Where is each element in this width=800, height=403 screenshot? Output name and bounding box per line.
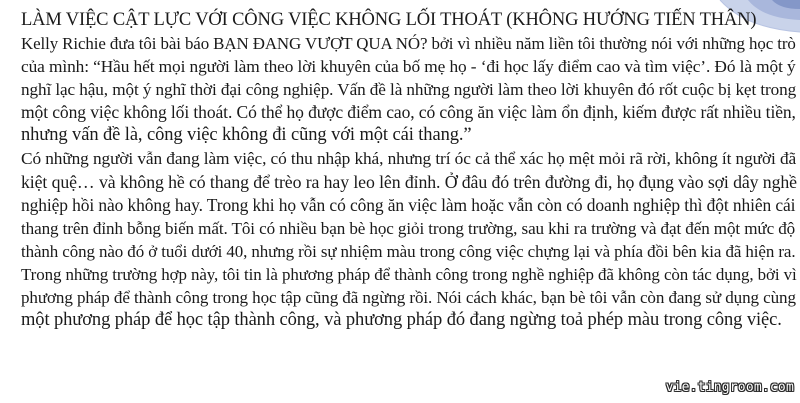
document-heading: LÀM VIỆC CẬT LỰC VỚI CÔNG VIỆC KHÔNG LỐI THOÁT (KHÔNG HƯỚNG TIẾN THÂN) (21, 10, 757, 30)
text-line: một công việc không lối thoát. Có thể họ được điểm cao, có công ăn việc làm ổn định, kiếm được rất nhiều tiền, (21, 102, 796, 123)
text-line: thang trên đỉnh bỗng biến mất. Tôi có nhiều bạn bè học giỏi trong trường, sau khi ra trường và đạt đến một mức độ (21, 218, 796, 238)
text-line: một phương pháp để học tập thành công, và phương pháp đó đang ngừng toả phép màu trong công việc. (21, 310, 782, 331)
text-line: nhưng vấn đề là, công việc không đi cũng với một cái thang.” (21, 125, 472, 146)
text-line: Kelly Richie đưa tôi bài báo BẠN ĐANG VƯỢT QUA NÓ? bởi vì nhiều năm liền tôi thường nói với những học trò (21, 34, 796, 53)
text-line: phương pháp để thành công trong học tập cũng đã ngừng rồi. Nói cách khác, bạn bè tôi vẫn còn đang sử dụng cùng (21, 288, 796, 308)
text-line: của mình: “Hầu hết mọi người làm theo lời khuyên của bố mẹ họ - ‘đi học lấy điểm cao và tìm việc’. Đó là một ý (21, 57, 796, 77)
watermark: vie.tingroom.com (665, 380, 794, 395)
text-line: kiệt quệ… và không hề có thang để trèo ra hay leo lên đỉnh. Ở đâu đó trên đường đi, họ đụng vào sợi dây nghề (21, 171, 797, 192)
text-line: nghĩ lạc hậu, một ý nghĩ thời đại công nghiệp. Vấn đề là những người làm theo lời khuyên đó rốt cuộc bị kẹt trong (21, 80, 797, 100)
text-line: thành công nào đó ở tuổi dưới 40, nhưng rồi sự nhiệm màu trong công việc chựng lại và phía đồi bên kia đã hiện ra. (21, 241, 796, 261)
text-line: nghiệp hồi nào không hay. Trong khi họ vẫn có công ăn việc làm hoặc vẫn còn có doanh nghiệp thì đột nhiên cái (21, 194, 796, 215)
body-text (21, 32, 797, 332)
text-line: Trong những trường hợp này, tôi tin là phương pháp để thành công trong nghề nghiệp đã không còn tác dụng, bởi vì (21, 264, 797, 284)
text-line: Có những người vẫn đang làm việc, có thu nhập khá, nhưng trí óc cả thể xác họ mệt mỏi rã rời, không ít người đã (21, 149, 797, 169)
